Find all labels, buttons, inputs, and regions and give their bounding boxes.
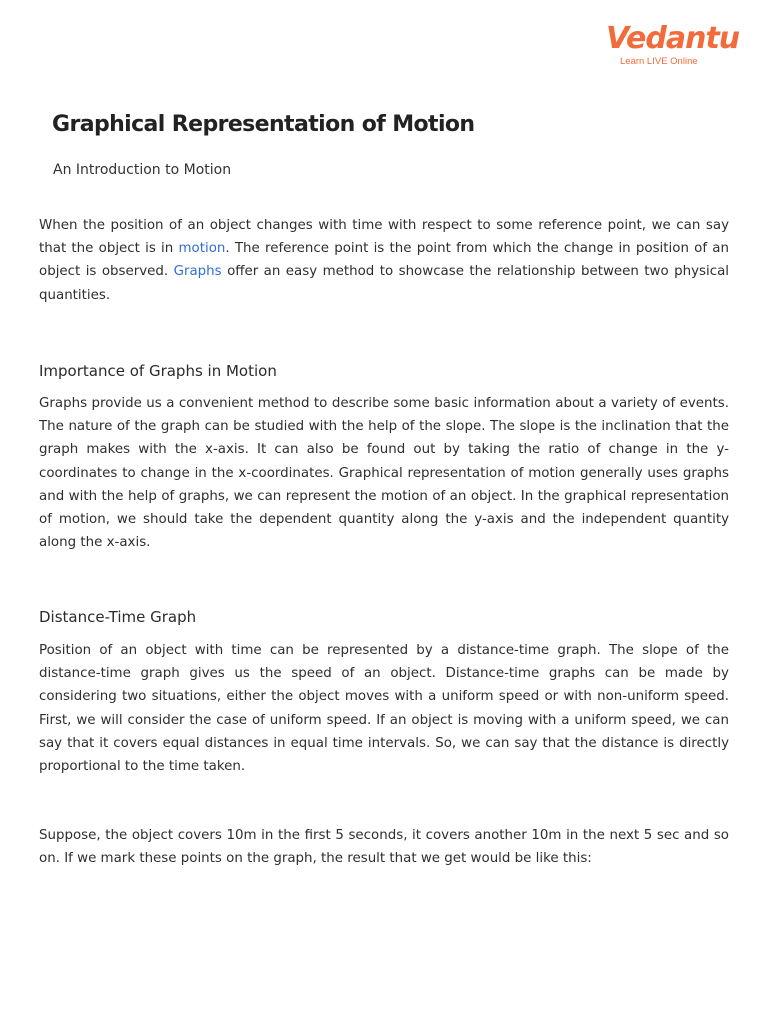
importance-paragraph: Graphs provide us a convenient method to describe some basic information about a variety of events. The nature of the graph can be studied with the help of the slope. The slope is the inclination that the graph makes with the x-axis. It can also be found out by taking the ratio of change in the y-coordinates to change in the x-coordinates. Graphical representation of motion generally uses graphs and with the help of graphs, we can represent the motion of an object. In the graphical representation of motion, we should take the dependent quantity along the y-axis and the independent quantity along the x-axis. (39, 396, 729, 551)
distance-time-paragraph: Position of an object with time can be represented by a distance-time graph. The slope of the distance-time graph gives us the speed of an object. Distance-time graphs can be made by considering two situations, either the object moves with a uniform speed or with non-uniform speed. First, we will consider the case of uniform speed. If an object is moving with a uniform speed, we can say that it covers equal distances in equal time intervals. So, we can say that the distance is directly proportional to the time taken. (39, 643, 729, 775)
intro-text-3: offer an easy method to showcase the relationship between two physical quantities. (39, 264, 730, 303)
intro-text-1: When the position of an object changes with time with respect to some reference point, we can say that the object is in (39, 218, 729, 257)
intro-paragraph (39, 214, 729, 307)
distance-time-heading: Distance-Time Graph (39, 608, 197, 626)
vedantu-logo (606, 21, 740, 67)
logo-wordmark: Vedantu (606, 21, 740, 56)
logo-tagline: Learn LIVE Online (620, 56, 698, 67)
graphs-link[interactable]: Graphs (173, 264, 222, 280)
motion-link[interactable]: motion (178, 241, 226, 257)
example-paragraph: Suppose, the object covers 10m in the first 5 seconds, it covers another 10m in the next 5 sec and so on. If we mark these points on the graph, the result that we get would be like this: (39, 828, 729, 867)
page-title: Graphical Representation of Motion (52, 112, 475, 137)
importance-heading: Importance of Graphs in Motion (39, 362, 277, 380)
page-subtitle: An Introduction to Motion (53, 162, 232, 178)
intro-text-2: . The reference point is the point from which the change in position of an object is observed. (39, 241, 729, 280)
